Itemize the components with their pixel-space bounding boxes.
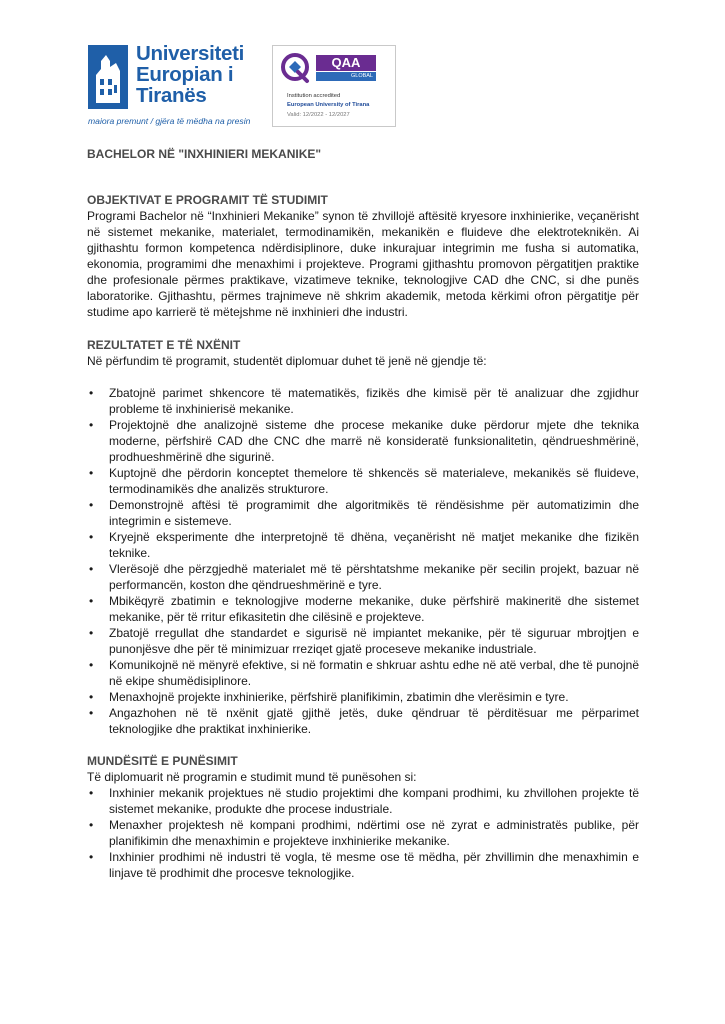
qaa-validity: Valid: 12/2022 - 12/2027 — [287, 112, 350, 118]
document-body — [87, 146, 639, 881]
list-item: • Zbatojnë parimet shkencore të matematikës, fizikës dhe kimisë për të analizuar dhe zgjidhur probleme të inxhinierisë mekanike. — [87, 385, 639, 417]
list-item: • Demonstrojnë aftësi të programimit dhe algoritmikës të rëndësishme për automatizimin dhe integrimin e sistemeve. — [87, 497, 639, 529]
section-heading-learning-outcomes: REZULTATET E TË NXËNIT — [87, 338, 241, 352]
learning-outcomes-list — [87, 385, 639, 737]
qaa-institution-name: European University of Tirana — [287, 102, 370, 108]
qaa-accreditation-text: Institution accredited — [287, 93, 341, 99]
list-item: • Zbatojë rregullat dhe standardet e sigurisë në impiantet mekanike, për të siguruar mbrojtjen e punonjësve dhe për të minimizuar rreziqet gjatë proceseve mekanike industriale. — [87, 625, 639, 657]
list-item: • Menaxher projektesh në kompani prodhimi, ndërtimi ose në zyrat e administratës publike, për planifikimin dhe menaxhimin e projekteve inxhinierike mekanike. — [87, 817, 639, 849]
qaa-global-label: GLOBAL — [316, 72, 376, 81]
objectives-paragraph: Programi Bachelor në “Inxhinieri Mekanike” synon të zhvillojë aftësitë kryesore inxhinierike, veçanërisht në sistemet mekanike, materialet, termodinamikën, mekanikën e fluideve dhe elektroteknikën. Ai gjithashtu formon kompetenca ndërdisiplinore, duke inkurajuar integrimin me fusha si automatika, ekonomia, programimi dhe menaxhimi i projekteve. Programi gjithashtu promovon përgatitjen praktike dhe profesionale përmes praktikave, vizatimeve teknike, teknologjive CAD dhe CNC, si dhe punës laboratorike. Gjithashtu, përmes trajnimeve në shkrim akademik, metoda kërkimi ofron përgatitje për studime apo karrierë të mëtejshme në inxhinieri dhe industri. — [87, 209, 639, 319]
list-item: • Menaxhojnë projekte inxhinierike, përfshirë planifikimin, zbatimin dhe vlerësimin e tyre. — [87, 689, 639, 705]
document-title: BACHELOR NË "INXHINIERI MEKANIKE" — [87, 147, 322, 161]
learning-outcomes-intro: Në përfundim të programit, studentët diplomuar duhet të jenë në gjendje të: — [87, 354, 487, 368]
employment-intro: Të diplomuarit në programin e studimit mund të punësohen si: — [87, 770, 417, 784]
section-heading-employment: MUNDËSITË E PUNËSIMIT — [87, 754, 238, 768]
qaa-accreditation-badge — [272, 45, 396, 127]
list-item: • Komunikojnë në mënyrë efektive, si në formatin e shkruar ashtu edhe në atë verbal, dhe të punojnë në ekipe shumëdisiplinore. — [87, 657, 639, 689]
qaa-q-icon — [279, 52, 311, 84]
list-item: • Vlerësojë dhe përzgjedhë materialet më të përshtatshme mekanike për secilin projekt, bazuar në performancën, koston dhe qëndrueshmërinë e tyre. — [87, 561, 639, 593]
uet-emblem-icon — [88, 45, 128, 109]
uet-motto: maiora premunt / gjëra të mëdha na presin — [88, 116, 251, 126]
list-item: • Inxhinier prodhimi në industri të vogla, të mesme ose të mëdha, për zhvillimin dhe menaxhimin e linjave të prodhimit dhe procesve teknologjike. — [87, 849, 639, 881]
section-heading-objectives: OBJEKTIVAT E PROGRAMIT TË STUDIMIT — [87, 193, 328, 207]
employment-list — [87, 785, 639, 881]
uet-logo — [88, 42, 251, 127]
list-item: • Angazhohen në të nxënit gjatë gjithë jetës, duke qëndruar të përditësuar me përparimet teknologjike dhe praktikat inxhinierike. — [87, 705, 639, 737]
list-item: • Projektojnë dhe analizojnë sisteme dhe procese mekanike duke përdorur mjete dhe teknika moderne, përfshirë CAD dhe CNC dhe marrë në konsideratë funksionalitetin, qëndrueshmërinë, prodhueshmërinë dhe sigurinë. — [87, 417, 639, 465]
list-item: • Mbikëqyrë zbatimin e teknologjive moderne mekanike, duke përfshirë makineritë dhe sistemet mekanike, për të rritur efikasitetin dhe cilësinë e projekteve. — [87, 593, 639, 625]
qaa-wordmark: QAA — [316, 55, 376, 71]
list-item: • Inxhinier mekanik projektues në studio projektimi dhe kompani prodhimi, ku zhvillohen projekte të sistemet mekanike, produkte dhe procese industriale. — [87, 785, 639, 817]
uet-name: Universiteti Europian i Tiranës — [136, 42, 245, 107]
list-item: • Kryejnë eksperimente dhe interpretojnë të dhëna, veçanërisht në matjet mekanike dhe fizikën teknike. — [87, 529, 639, 561]
list-item: • Kuptojnë dhe përdorin konceptet themelore të shkencës së materialeve, mekanikës së fluideve, termodinamikës dhe analizës strukturore. — [87, 465, 639, 497]
